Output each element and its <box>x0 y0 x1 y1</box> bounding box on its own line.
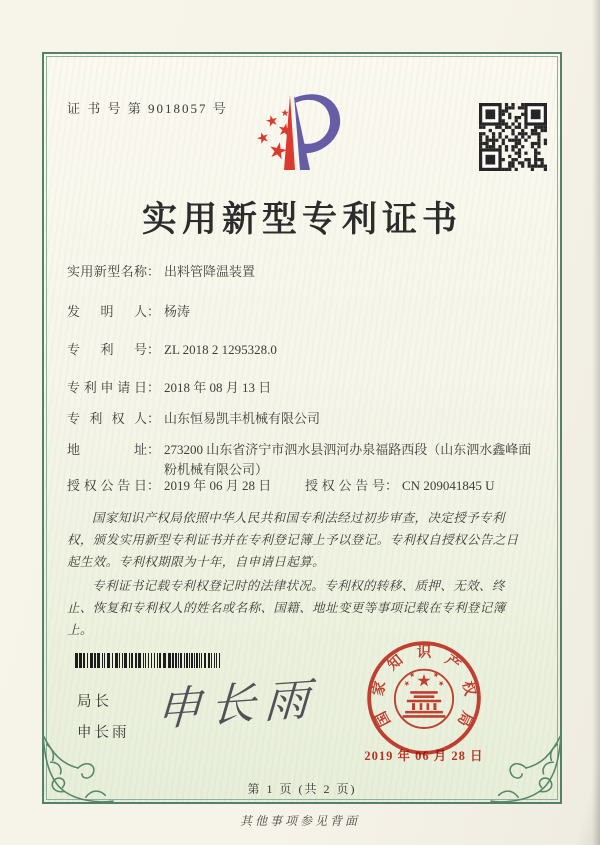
svg-text:识: 识 <box>416 644 432 661</box>
field-value: ZL 2018 2 1295328.0 <box>164 342 277 357</box>
field-label: 专利申请日 <box>67 380 147 395</box>
colon: ： <box>147 478 161 493</box>
field-row-filing-date <box>67 378 532 398</box>
page-number: 第 1 页 (共 2 页) <box>247 782 357 796</box>
certificate-number: 证 书 号 第 9018057 号 <box>67 101 228 116</box>
field-label: 地址 <box>67 442 147 457</box>
field-value: 273200 山东省济宁市泗水县泗河办泉福路西段（山东泗水鑫峰面粉机械有限公司） <box>164 442 532 477</box>
field-row-inventor <box>67 302 532 322</box>
field-value: 2019 年 06 月 28 日 <box>164 478 272 493</box>
qr-code <box>479 103 547 171</box>
legal-paragraph-2: 专利证书记载专利权登记时的法律状况。专利权的转移、质押、无效、终止、恢复和专利权人的姓名或名称、国籍、地址变更等事项记载在专利登记簿上。 <box>67 579 506 637</box>
field-label: 授权公告号 <box>305 478 385 493</box>
colon: ： <box>147 442 161 457</box>
scan-edge-shadow <box>592 0 600 845</box>
field-label: 授权公告日 <box>67 478 147 493</box>
svg-text:家: 家 <box>370 679 390 698</box>
field-value: 杨涛 <box>164 304 191 319</box>
field-row-address <box>67 440 532 480</box>
certificate-title: 实用新型专利证书 <box>141 200 462 239</box>
signer-name: 申长雨 <box>77 725 130 741</box>
signer-block <box>77 690 130 752</box>
colon: ： <box>385 478 399 493</box>
national-emblem-icon <box>403 671 446 718</box>
back-side-note: 其他事项参见背面 <box>239 814 360 828</box>
field-label: 发明人 <box>67 304 147 319</box>
colon: ： <box>147 264 161 279</box>
svg-text:产: 产 <box>441 652 464 674</box>
legal-paragraph-1: 国家知识产权局依照中华人民共和国专利法经过初步审查，决定授予专利权，颁发实用新型专利证书并在专利登记簿上予以登记。专利权自授权公告之日起生效。专利权期限为十年，自申请日起算。 <box>67 511 519 569</box>
seal-date: 2019 年 06 月 28 日 <box>364 749 484 763</box>
field-row-patent-no <box>67 340 532 360</box>
colon: ： <box>147 342 161 357</box>
barcode <box>75 653 225 668</box>
colon: ： <box>147 304 161 319</box>
official-seal <box>364 638 484 758</box>
svg-text:权: 权 <box>458 679 478 698</box>
field-label: 实用新型名称 <box>67 264 147 279</box>
svg-text:知: 知 <box>384 652 407 674</box>
field-row-patentee <box>67 409 532 429</box>
field-row-grant <box>67 476 532 496</box>
svg-text:局: 局 <box>453 708 475 729</box>
handwritten-signature: 申长雨 <box>155 673 320 736</box>
legal-text <box>67 508 530 645</box>
colon: ： <box>147 411 161 426</box>
colon: ： <box>147 380 161 395</box>
signer-title: 局长 <box>77 694 112 710</box>
certificate-frame <box>42 52 562 804</box>
field-label: 专利权人 <box>67 411 147 426</box>
field-value: 山东恒易凯丰机械有限公司 <box>164 411 321 426</box>
field-label: 专利号 <box>67 342 147 357</box>
field-value: 出料管降温装置 <box>164 264 256 279</box>
field-row-name <box>67 262 532 282</box>
patent-logo-icon <box>232 87 347 177</box>
field-value: 2018 年 08 月 13 日 <box>164 380 272 395</box>
field-value: CN 209041845 U <box>402 478 495 493</box>
svg-text:国: 国 <box>373 708 395 729</box>
